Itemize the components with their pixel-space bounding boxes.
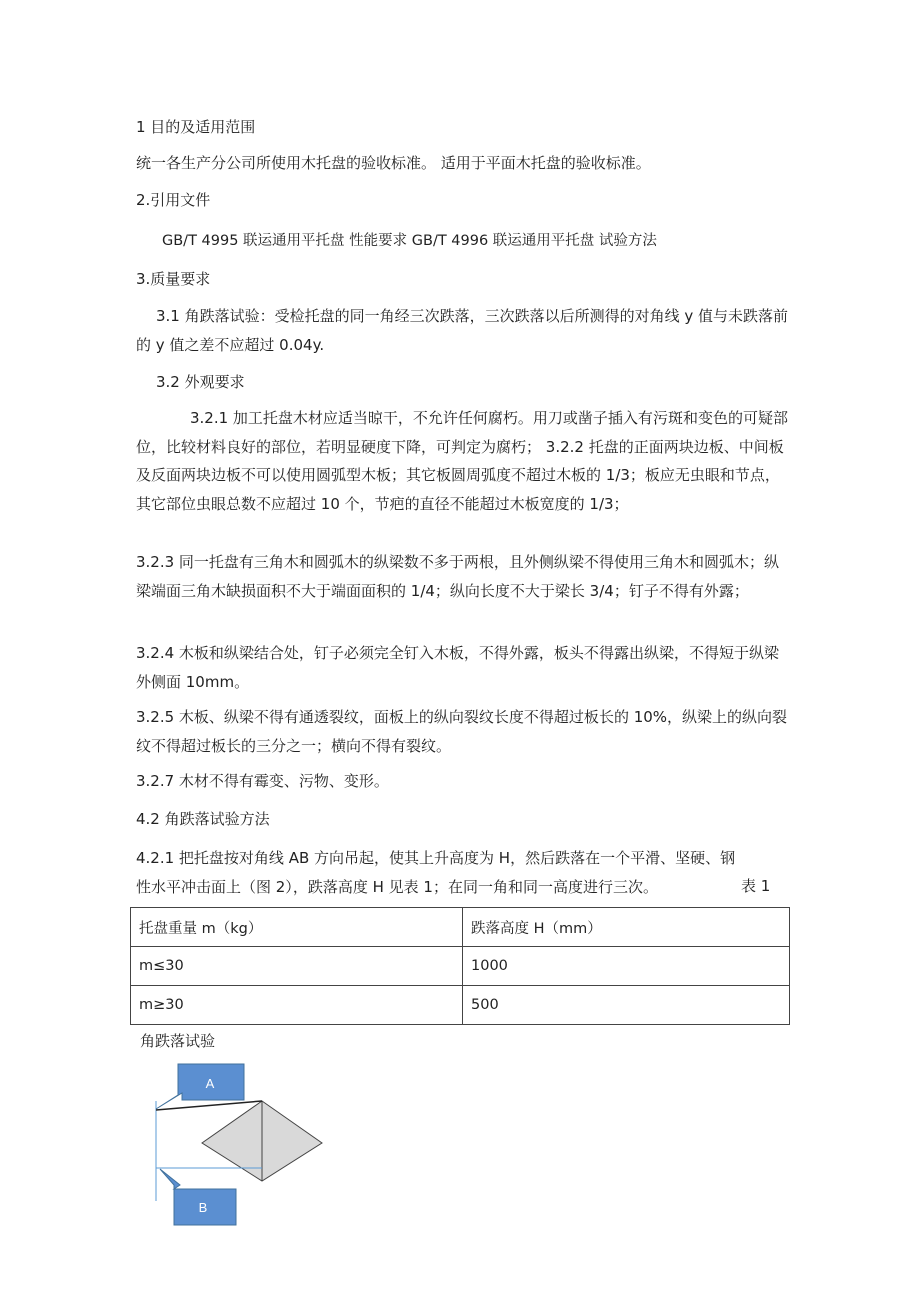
section-2-heading: 2.引用文件 [136, 191, 211, 209]
section-3-2-5-text: 3.2.5 木板、纵梁不得有通透裂纹，面板上的纵向裂纹长度不得超过板长的 10%，纵梁上的纵向裂纹不得超过板长的三分之一；横向不得有裂纹。 [136, 708, 788, 755]
section-3-2-7-text: 3.2.7 木材不得有霉变、污物、变形。 [136, 772, 389, 790]
header-cell: 跌落高度 H（mm） [463, 908, 790, 947]
table-header-row [131, 908, 790, 947]
section-1-heading: 1 目的及适用范围 [136, 118, 256, 136]
connector-a-line [156, 1101, 262, 1110]
section-4-2-heading: 4.2 角跌落试验方法 [136, 810, 270, 828]
section-2-references: GB/T 4995 联运通用平托盘 性能要求 GB/T 4996 联运通用平托盘 试验方法 [162, 233, 657, 249]
table-cell: m≥30 [131, 986, 463, 1025]
table-cell: 1000 [463, 947, 790, 986]
table-1-label: 表 1 [741, 877, 771, 895]
section-3-heading: 3.质量要求 [136, 270, 211, 288]
table-row [131, 947, 790, 986]
callout-a [156, 1064, 244, 1109]
section-4-2-1-text: 4.2.1 把托盘按对角线 AB 方向吊起，使其上升高度为 H，然后跌落在一个平滑、坚硬、钢性水平冲击面上（图 2），跌落高度 H 见表 1；在同一角和同一高度进行三次。 [136, 849, 736, 896]
callout-a-label: A [205, 1076, 215, 1091]
corner-drop-figure [148, 1063, 338, 1233]
figure-caption: 角跌落试验 [140, 1032, 216, 1050]
section-1-text: 统一各生产分公司所使用木托盘的验收标准。 适用于平面木托盘的验收标准。 [136, 154, 651, 172]
section-3-2-3-text: 3.2.3 同一托盘有三角木和圆弧木的纵梁数不多于两根，且外侧纵梁不得使用三角木和圆弧木；纵梁端面三角木缺损面积不大于端面面积的 1/4；纵向长度不大于梁长 3/4；钉子不得有外露； [136, 553, 779, 600]
section-3-2-4-text: 3.2.4 木板和纵梁结合处，钉子必须完全钉入木板，不得外露，板头不得露出纵梁，不得短于纵梁外侧面 10mm。 [136, 644, 779, 691]
table-cell: 500 [463, 986, 790, 1025]
header-cell: 托盘重量 m（kg） [131, 908, 463, 947]
drop-height-table [130, 907, 790, 1025]
callout-b-label: B [198, 1200, 208, 1215]
table-row [131, 986, 790, 1025]
table-cell: m≤30 [131, 947, 463, 986]
section-3-1-text: 3.1 角跌落试验：受检托盘的同一角经三次跌落，三次跌落以后所测得的对角线 y 值与未跌落前的 y 值之差不应超过 0.04y. [136, 307, 789, 354]
section-3-2-1-text: 3.2.1 加工托盘木材应适当晾干，不允许任何腐朽。用刀或凿子插入有污斑和变色的可疑部位，比较材料良好的部位，若明显硬度下降，可判定为腐朽； 3.2.2 托盘的正面两块边板、中间板及反面两块边板不可以使用圆弧型木板；其它板圆周弧度不超过木板的 1/3；板应无虫眼和节点，其它部位虫眼总数不应超过 10 个，节疤的直径不能超过木板宽度的 1/3； [136, 409, 788, 513]
callout-b [160, 1169, 236, 1225]
section-3-2-heading: 3.2 外观要求 [156, 373, 245, 391]
